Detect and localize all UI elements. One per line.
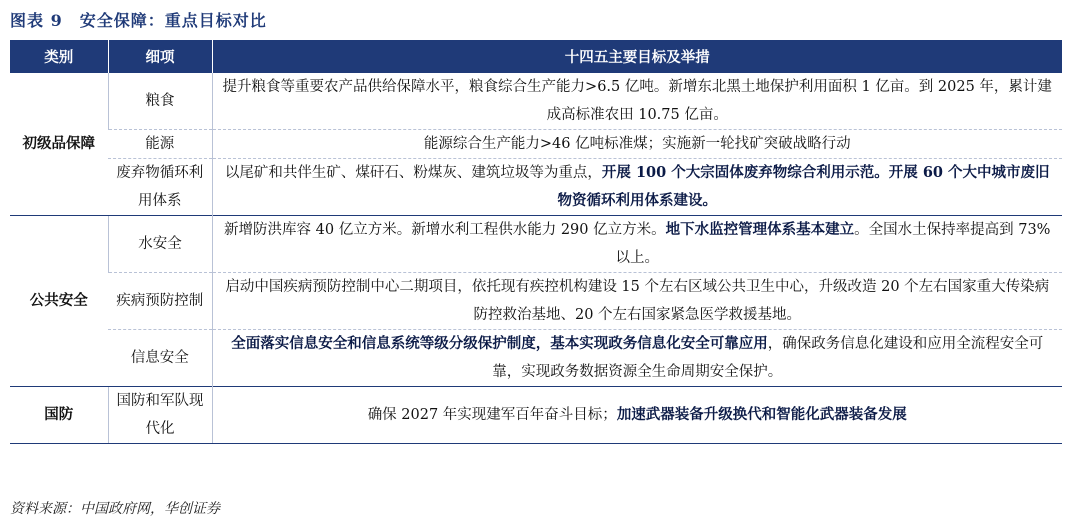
highlighted-text: 开展 100 个大宗固体废弃物综合利用示范。开展 60 个大中城市废旧物资循环利用体系建设。 (557, 164, 1050, 209)
source-note: 资料来源：中国政府网，华创证券 (10, 501, 220, 517)
item-cell: 粮食 (108, 73, 212, 130)
table-body (10, 73, 1062, 444)
table-row (10, 273, 1062, 330)
highlighted-text: 加速武器装备升级换代和智能化武器装备发展 (616, 406, 907, 423)
table-row (10, 159, 1062, 216)
table-row (10, 387, 1062, 444)
item-cell: 疾病预防控制 (108, 273, 212, 330)
target-text: ，确保政务信息化建设和应用全流程安全可靠，实现政务数据资源全生命周期安全保护。 (492, 336, 1044, 380)
target-cell (212, 387, 1062, 444)
table-row (10, 330, 1062, 387)
highlighted-text: 全面落实信息安全和信息系统等级分级保护制度，基本实现政务信息化安全可靠应用 (231, 335, 768, 352)
targets-table (10, 40, 1062, 444)
target-cell (212, 273, 1062, 330)
header-category: 类别 (10, 40, 108, 73)
item-cell: 国防和军队现代化 (108, 387, 212, 444)
target-text: 能源综合生产能力>46 亿吨标准煤；实施新一轮找矿突破战略行动 (423, 136, 851, 152)
target-cell (212, 216, 1062, 273)
highlighted-text: 地下水监控管理体系基本建立 (665, 221, 855, 238)
target-text: 。全国水土保持率提高到 73%以上。 (615, 222, 1051, 266)
item-cell: 废弃物循环利用体系 (108, 159, 212, 216)
target-text: 以尾矿和共伴生矿、煤矸石、粉煤灰、建筑垃圾等为重点， (224, 165, 602, 181)
target-text: 新增防洪库容 40 亿立方米。新增水利工程供水能力 290 亿立方米。 (224, 222, 666, 238)
table-row (10, 73, 1062, 130)
header-target: 十四五主要目标及举措 (212, 40, 1062, 73)
item-cell: 水安全 (108, 216, 212, 273)
table-header-row (10, 40, 1062, 73)
target-cell (212, 330, 1062, 387)
target-cell (212, 73, 1062, 130)
target-cell (212, 130, 1062, 159)
table-row (10, 130, 1062, 159)
category-cell: 初级品保障 (10, 73, 108, 216)
target-text: 确保 2027 年实现建军百年奋斗目标； (367, 407, 617, 423)
category-cell: 国防 (10, 387, 108, 444)
item-cell: 能源 (108, 130, 212, 159)
header-item: 细项 (108, 40, 212, 73)
target-text: 提升粮食等重要农产品供给保障水平，粮食综合生产能力>6.5 亿吨。新增东北黑土地保护利用面积 1 亿亩。到 2025 年，累计建成高标准农田 10.75 亿亩。 (222, 79, 1052, 123)
category-cell: 公共安全 (10, 216, 108, 387)
target-cell (212, 159, 1062, 216)
figure-title: 图表 9 安全保障：重点目标对比 (10, 11, 267, 30)
item-cell: 信息安全 (108, 330, 212, 387)
table-row (10, 216, 1062, 273)
target-text: 启动中国疾病预防控制中心二期项目，依托现有疾控机构建设 15 个左右区域公共卫生中心，升级改造 20 个左右国家重大传染病防控救治基地、20 个左右国家紧急医学救援基地。 (225, 279, 1050, 323)
